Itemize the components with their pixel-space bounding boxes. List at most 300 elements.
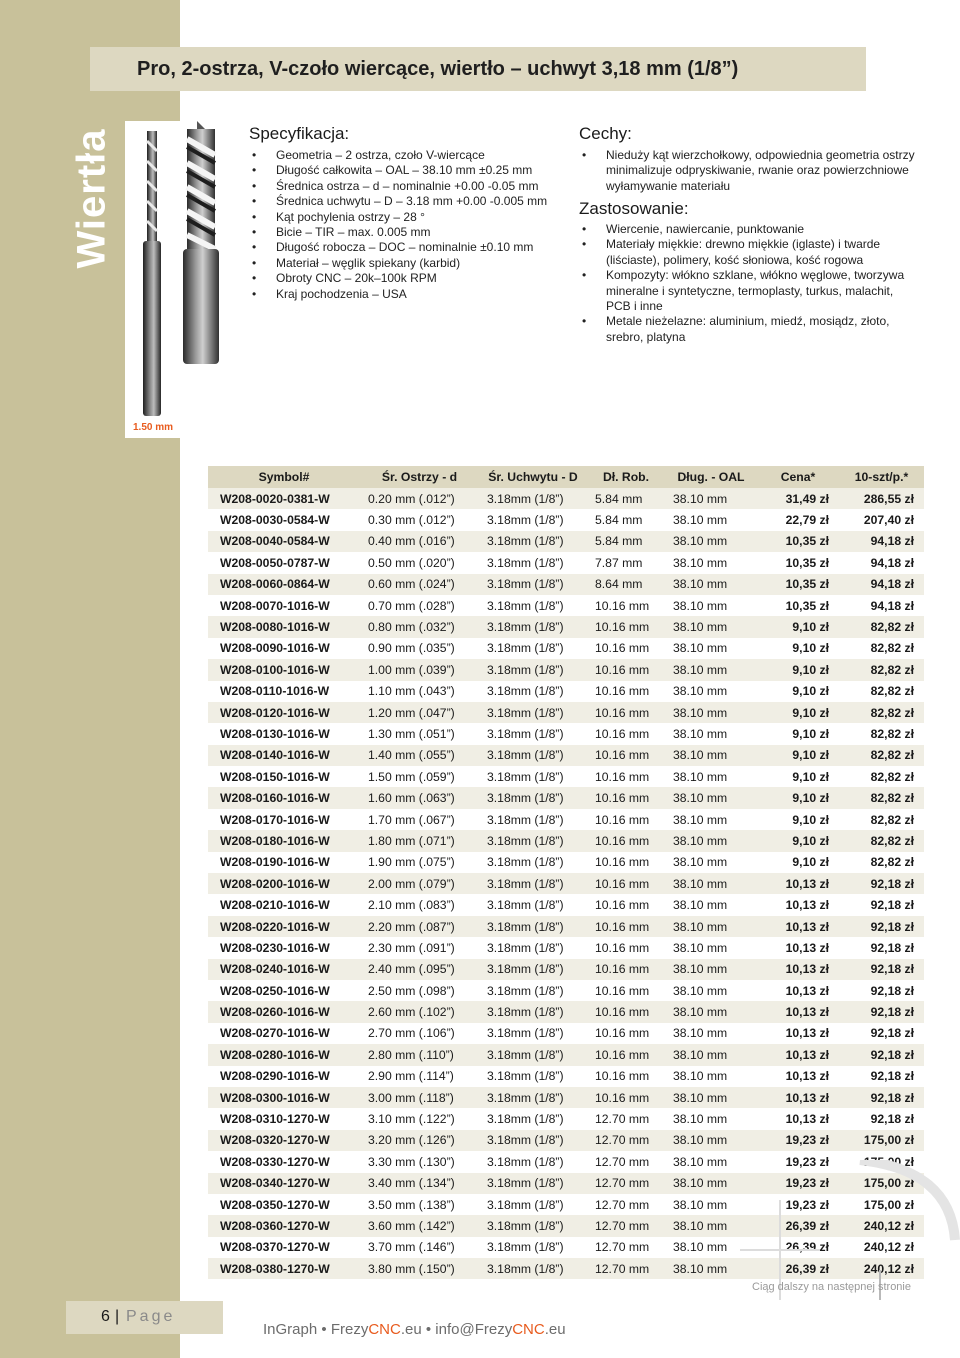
cell-symbol: W208-0280-1016-W <box>208 1044 360 1065</box>
cell-symbol: W208-0140-1016-W <box>208 745 360 766</box>
table-row <box>208 1023 924 1044</box>
cell-blade-diameter: 1.00 mm (.039”) <box>360 659 479 680</box>
cell-symbol: W208-0360-1270-W <box>208 1215 360 1236</box>
footer-email-link[interactable] <box>435 1321 565 1338</box>
cell-oal: 38.10 mm <box>665 959 757 980</box>
cell-symbol: W208-0190-1016-W <box>208 852 360 873</box>
cell-price: 31,49 zł <box>757 488 839 509</box>
cell-price: 9,10 zł <box>757 809 839 830</box>
sidebar-label <box>62 128 122 268</box>
cell-symbol: W208-0320-1270-W <box>208 1130 360 1151</box>
table-row <box>208 1130 924 1151</box>
cell-price-10pack: 82,82 zł <box>839 809 924 830</box>
table-row <box>208 916 924 937</box>
cell-price-10pack: 92,18 zł <box>839 1023 924 1044</box>
cell-shank-diameter: 3.18mm (1/8”) <box>479 1215 587 1236</box>
cell-shank-diameter: 3.18mm (1/8”) <box>479 659 587 680</box>
cell-symbol: W208-0160-1016-W <box>208 787 360 808</box>
table-row <box>208 830 924 851</box>
cell-working-length: 10.16 mm <box>587 1066 665 1087</box>
cell-blade-diameter: 1.60 mm (.063”) <box>360 787 479 808</box>
cell-working-length: 5.84 mm <box>587 488 665 509</box>
cell-oal: 38.10 mm <box>665 488 757 509</box>
cell-symbol: W208-0130-1016-W <box>208 723 360 744</box>
cell-price: 10,13 zł <box>757 1087 839 1108</box>
cell-symbol: W208-0180-1016-W <box>208 830 360 851</box>
cell-oal: 38.10 mm <box>665 787 757 808</box>
footer-site-link[interactable] <box>331 1321 422 1338</box>
cell-shank-diameter: 3.18mm (1/8”) <box>479 830 587 851</box>
cell-symbol: W208-0060-0864-W <box>208 574 360 595</box>
page-title: Pro, 2-ostrza, V-czoło wiercące, wiertło – uchwyt 3,18 mm (1/8”) <box>137 58 739 80</box>
spec-item: • Kraj pochodzenia – USA <box>248 287 568 302</box>
cell-price-10pack: 82,82 zł <box>839 745 924 766</box>
cell-price: 10,13 zł <box>757 894 839 915</box>
footer-bullet: • <box>425 1321 432 1338</box>
cell-symbol: W208-0170-1016-W <box>208 809 360 830</box>
cell-price: 19,23 zł <box>757 1194 839 1215</box>
cell-oal: 38.10 mm <box>665 595 757 616</box>
cell-oal: 38.10 mm <box>665 852 757 873</box>
table-row <box>208 1044 924 1065</box>
cell-working-length: 12.70 mm <box>587 1108 665 1129</box>
cell-shank-diameter: 3.18mm (1/8”) <box>479 595 587 616</box>
table-row <box>208 1087 924 1108</box>
cell-blade-diameter: 0.20 mm (.012”) <box>360 488 479 509</box>
cell-oal: 38.10 mm <box>665 681 757 702</box>
footer-brand: InGraph <box>263 1321 318 1338</box>
cell-price-10pack: 82,82 zł <box>839 766 924 787</box>
application-item: • Kompozyty: włókno szklane, włókno węglowe, tworzywa mineralne i syntetyczne, termoplasty, turkus, malachit, PCB i inne <box>578 268 918 314</box>
cell-shank-diameter: 3.18mm (1/8”) <box>479 616 587 637</box>
table-header-row <box>208 466 924 488</box>
cell-blade-diameter: 2.60 mm (.102”) <box>360 1001 479 1022</box>
cell-blade-diameter: 0.40 mm (.016”) <box>360 531 479 552</box>
cell-price-10pack: 240,12 zł <box>839 1258 924 1279</box>
cell-price-10pack: 94,18 zł <box>839 574 924 595</box>
cell-price-10pack: 92,18 zł <box>839 959 924 980</box>
photo-caption: 1.50 mm <box>133 422 174 433</box>
cell-price: 9,10 zł <box>757 616 839 637</box>
cell-symbol: W208-0370-1270-W <box>208 1237 360 1258</box>
table-row <box>208 937 924 958</box>
table-row <box>208 659 924 680</box>
cell-shank-diameter: 3.18mm (1/8”) <box>479 873 587 894</box>
cell-price-10pack: 82,82 zł <box>839 681 924 702</box>
cell-blade-diameter: 2.30 mm (.091”) <box>360 937 479 958</box>
cell-price: 10,13 zł <box>757 959 839 980</box>
cell-price-10pack: 240,12 zł <box>839 1215 924 1236</box>
cell-oal: 38.10 mm <box>665 873 757 894</box>
cell-working-length: 10.16 mm <box>587 702 665 723</box>
cell-oal: 38.10 mm <box>665 616 757 637</box>
cell-blade-diameter: 2.50 mm (.098”) <box>360 980 479 1001</box>
application-item: • Wiercenie, nawiercanie, punktowanie <box>578 222 918 237</box>
cell-working-length: 10.16 mm <box>587 766 665 787</box>
cell-blade-diameter: 2.40 mm (.095”) <box>360 959 479 980</box>
page-separator: | <box>115 1308 120 1325</box>
cell-price: 22,79 zł <box>757 509 839 530</box>
cell-oal: 38.10 mm <box>665 1258 757 1279</box>
table-row <box>208 1001 924 1022</box>
table-row <box>208 595 924 616</box>
cell-blade-diameter: 1.10 mm (.043”) <box>360 681 479 702</box>
cell-blade-diameter: 0.90 mm (.035”) <box>360 638 479 659</box>
cell-oal: 38.10 mm <box>665 574 757 595</box>
cell-working-length: 10.16 mm <box>587 980 665 1001</box>
cell-shank-diameter: 3.18mm (1/8”) <box>479 980 587 1001</box>
cell-working-length: 10.16 mm <box>587 745 665 766</box>
cell-oal: 38.10 mm <box>665 509 757 530</box>
cell-price-10pack: 92,18 zł <box>839 894 924 915</box>
cell-oal: 38.10 mm <box>665 894 757 915</box>
cell-price-10pack: 92,18 zł <box>839 1044 924 1065</box>
table-row <box>208 766 924 787</box>
cell-working-length: 10.16 mm <box>587 723 665 744</box>
cell-price: 19,23 zł <box>757 1151 839 1172</box>
cell-oal: 38.10 mm <box>665 1215 757 1236</box>
column-header: Śr. Uchwytu - D <box>479 466 587 488</box>
page-number: 6 <box>101 1308 110 1325</box>
cell-blade-diameter: 1.50 mm (.059”) <box>360 766 479 787</box>
spec-item: • Geometria – 2 ostrza, czoło V-wiercące <box>248 148 568 163</box>
cell-price-10pack: 82,82 zł <box>839 638 924 659</box>
cell-working-length: 10.16 mm <box>587 852 665 873</box>
cell-price-10pack: 94,18 zł <box>839 552 924 573</box>
cell-price: 10,13 zł <box>757 1044 839 1065</box>
cell-blade-diameter: 1.40 mm (.055”) <box>360 745 479 766</box>
table-row <box>208 745 924 766</box>
cell-symbol: W208-0090-1016-W <box>208 638 360 659</box>
cell-working-length: 10.16 mm <box>587 681 665 702</box>
cell-shank-diameter: 3.18mm (1/8”) <box>479 809 587 830</box>
cell-price: 9,10 zł <box>757 766 839 787</box>
cell-oal: 38.10 mm <box>665 1108 757 1129</box>
cell-symbol: W208-0100-1016-W <box>208 659 360 680</box>
cell-shank-diameter: 3.18mm (1/8”) <box>479 1023 587 1044</box>
cell-blade-diameter: 0.50 mm (.020”) <box>360 552 479 573</box>
cell-symbol: W208-0270-1016-W <box>208 1023 360 1044</box>
table-row <box>208 488 924 509</box>
cell-blade-diameter: 1.90 mm (.075”) <box>360 852 479 873</box>
cell-price-10pack: 92,18 zł <box>839 1087 924 1108</box>
cell-price: 10,35 zł <box>757 552 839 573</box>
cell-price-10pack: 82,82 zł <box>839 830 924 851</box>
cell-price: 9,10 zł <box>757 723 839 744</box>
cell-oal: 38.10 mm <box>665 916 757 937</box>
cell-price: 19,23 zł <box>757 1130 839 1151</box>
cell-working-length: 10.16 mm <box>587 830 665 851</box>
cell-working-length: 10.16 mm <box>587 787 665 808</box>
cell-shank-diameter: 3.18mm (1/8”) <box>479 531 587 552</box>
cell-oal: 38.10 mm <box>665 1044 757 1065</box>
cell-symbol: W208-0040-0584-W <box>208 531 360 552</box>
cell-price-10pack: 82,82 zł <box>839 787 924 808</box>
cell-symbol: W208-0110-1016-W <box>208 681 360 702</box>
cell-blade-diameter: 1.20 mm (.047”) <box>360 702 479 723</box>
cell-shank-diameter: 3.18mm (1/8”) <box>479 681 587 702</box>
cell-working-length: 5.84 mm <box>587 531 665 552</box>
cell-shank-diameter: 3.18mm (1/8”) <box>479 488 587 509</box>
cell-working-length: 10.16 mm <box>587 937 665 958</box>
cell-oal: 38.10 mm <box>665 937 757 958</box>
cell-working-length: 5.84 mm <box>587 509 665 530</box>
cell-price-10pack: 175,00 zł <box>839 1194 924 1215</box>
spec-title: Specyfikacja: <box>249 124 350 143</box>
spec-item: • Bicie – TIR – max. 0.005 mm <box>248 225 568 240</box>
spec-item: • Długość robocza – DOC – nominalnie ±0.10 mm <box>248 240 568 255</box>
cell-price: 10,13 zł <box>757 1023 839 1044</box>
cell-price: 10,13 zł <box>757 1066 839 1087</box>
cell-price-10pack: 92,18 zł <box>839 1066 924 1087</box>
cell-oal: 38.10 mm <box>665 745 757 766</box>
cell-price-10pack: 286,55 zł <box>839 488 924 509</box>
cell-working-length: 10.16 mm <box>587 1044 665 1065</box>
cell-oal: 38.10 mm <box>665 552 757 573</box>
cell-blade-diameter: 3.20 mm (.126”) <box>360 1130 479 1151</box>
cell-working-length: 12.70 mm <box>587 1258 665 1279</box>
cell-shank-diameter: 3.18mm (1/8”) <box>479 937 587 958</box>
cell-blade-diameter: 0.30 mm (.012”) <box>360 509 479 530</box>
cell-blade-diameter: 2.20 mm (.087”) <box>360 916 479 937</box>
cell-symbol: W208-0250-1016-W <box>208 980 360 1001</box>
cell-working-length: 12.70 mm <box>587 1151 665 1172</box>
cell-shank-diameter: 3.18mm (1/8”) <box>479 1194 587 1215</box>
spec-item: • Średnica uchwytu – D – 3.18 mm +0.00 -0.005 mm <box>248 194 568 209</box>
footer-bullet: • <box>321 1321 327 1338</box>
cell-symbol: W208-0200-1016-W <box>208 873 360 894</box>
cell-working-length: 12.70 mm <box>587 1130 665 1151</box>
table-row <box>208 531 924 552</box>
feature-item: • Nieduży kąt wierzchołkowy, odpowiednia geometria ostrzy minimalizuje odpryskiwanie, rwanie oraz powierzchniowe wyłamywanie materiału <box>578 148 918 194</box>
cell-price: 10,13 zł <box>757 1108 839 1129</box>
footer-email-suffix: .eu <box>544 1321 566 1338</box>
application-item: • Materiały miękkie: drewno miękkie (iglaste) i twarde (liściaste), polimery, kość słoniowa, kość rogowa <box>578 237 918 268</box>
cell-blade-diameter: 2.70 mm (.106”) <box>360 1023 479 1044</box>
cell-blade-diameter: 3.40 mm (.134”) <box>360 1173 479 1194</box>
cell-oal: 38.10 mm <box>665 1173 757 1194</box>
table-row <box>208 616 924 637</box>
cell-working-length: 7.87 mm <box>587 552 665 573</box>
cell-shank-diameter: 3.18mm (1/8”) <box>479 852 587 873</box>
cell-symbol: W208-0120-1016-W <box>208 702 360 723</box>
cell-price-10pack: 82,82 zł <box>839 616 924 637</box>
cell-price-10pack: 82,82 zł <box>839 659 924 680</box>
application-item: • Metale nieżelazne: aluminium, miedź, mosiądz, złoto, srebro, platyna <box>578 314 918 345</box>
cell-blade-diameter: 3.80 mm (.150”) <box>360 1258 479 1279</box>
cell-oal: 38.10 mm <box>665 531 757 552</box>
table-row <box>208 894 924 915</box>
cell-oal: 38.10 mm <box>665 1001 757 1022</box>
cell-working-length: 10.16 mm <box>587 809 665 830</box>
cell-shank-diameter: 3.18mm (1/8”) <box>479 1001 587 1022</box>
cell-price-10pack: 94,18 zł <box>839 595 924 616</box>
cell-price: 10,13 zł <box>757 937 839 958</box>
table-row <box>208 509 924 530</box>
cell-blade-diameter: 3.70 mm (.146”) <box>360 1237 479 1258</box>
cell-price: 10,35 zł <box>757 531 839 552</box>
cell-blade-diameter: 3.50 mm (.138”) <box>360 1194 479 1215</box>
footer-email-prefix: info@Frezy <box>435 1321 513 1338</box>
column-header: Cena* <box>757 466 839 488</box>
spec-item: • Średnica ostrza – d – nominalnie +0.00 -0.05 mm <box>248 179 568 194</box>
table-row <box>208 638 924 659</box>
table-row <box>208 873 924 894</box>
cell-symbol: W208-0350-1270-W <box>208 1194 360 1215</box>
cell-shank-diameter: 3.18mm (1/8”) <box>479 1258 587 1279</box>
applications-list <box>578 222 918 345</box>
cell-symbol: W208-0030-0584-W <box>208 509 360 530</box>
cell-blade-diameter: 1.70 mm (.067”) <box>360 809 479 830</box>
cell-price-10pack: 92,18 zł <box>839 1001 924 1022</box>
cell-oal: 38.10 mm <box>665 1023 757 1044</box>
cell-shank-diameter: 3.18mm (1/8”) <box>479 574 587 595</box>
cell-price-10pack: 175,00 zł <box>839 1151 924 1172</box>
cell-symbol: W208-0150-1016-W <box>208 766 360 787</box>
table-row <box>208 1066 924 1087</box>
cell-shank-diameter: 3.18mm (1/8”) <box>479 1237 587 1258</box>
cell-oal: 38.10 mm <box>665 659 757 680</box>
cell-symbol: W208-0310-1270-W <box>208 1108 360 1129</box>
column-header: Śr. Ostrzy - d <box>360 466 479 488</box>
cell-oal: 38.10 mm <box>665 1151 757 1172</box>
cell-price: 9,10 zł <box>757 830 839 851</box>
cell-price: 9,10 zł <box>757 681 839 702</box>
cell-working-length: 10.16 mm <box>587 1087 665 1108</box>
cell-blade-diameter: 2.00 mm (.079”) <box>360 873 479 894</box>
applications-title: Zastosowanie: <box>579 199 689 218</box>
cell-shank-diameter: 3.18mm (1/8”) <box>479 638 587 659</box>
table-row <box>208 809 924 830</box>
cell-price: 9,10 zł <box>757 638 839 659</box>
cell-symbol: W208-0330-1270-W <box>208 1151 360 1172</box>
spec-item: • Kąt pochylenia ostrzy – 28 ° <box>248 210 568 225</box>
cell-price: 9,10 zł <box>757 787 839 808</box>
table-row <box>208 980 924 1001</box>
cell-price-10pack: 82,82 zł <box>839 852 924 873</box>
cell-shank-diameter: 3.18mm (1/8”) <box>479 1044 587 1065</box>
cell-price-10pack: 82,82 zł <box>839 723 924 744</box>
footer-site-prefix: Frezy <box>330 1321 369 1338</box>
spec-item: • Obroty CNC – 20k–100k RPM <box>248 271 568 286</box>
cell-shank-diameter: 3.18mm (1/8”) <box>479 1130 587 1151</box>
cell-working-length: 10.16 mm <box>587 959 665 980</box>
footer <box>263 1321 566 1338</box>
cell-blade-diameter: 0.60 mm (.024”) <box>360 574 479 595</box>
cell-oal: 38.10 mm <box>665 766 757 787</box>
cell-blade-diameter: 2.90 mm (.114”) <box>360 1066 479 1087</box>
cell-blade-diameter: 2.80 mm (.110”) <box>360 1044 479 1065</box>
cell-price-10pack: 82,82 zł <box>839 702 924 723</box>
spec-list <box>248 148 568 302</box>
cell-price-10pack: 92,18 zł <box>839 937 924 958</box>
cell-symbol: W208-0290-1016-W <box>208 1066 360 1087</box>
cell-price-10pack: 175,00 zł <box>839 1173 924 1194</box>
cell-shank-diameter: 3.18mm (1/8”) <box>479 894 587 915</box>
drill-bit-illustration <box>125 121 231 438</box>
footer-site-accent: CNC <box>368 1321 401 1338</box>
cell-oal: 38.10 mm <box>665 723 757 744</box>
table-row <box>208 1108 924 1129</box>
cell-symbol: W208-0080-1016-W <box>208 616 360 637</box>
table-row <box>208 787 924 808</box>
pricing-table <box>208 466 924 1279</box>
cell-blade-diameter: 0.70 mm (.028”) <box>360 595 479 616</box>
cell-price: 10,13 zł <box>757 916 839 937</box>
cell-price-10pack: 92,18 zł <box>839 1108 924 1129</box>
cell-symbol: W208-0380-1270-W <box>208 1258 360 1279</box>
table-row <box>208 959 924 980</box>
cell-price: 9,10 zł <box>757 659 839 680</box>
cell-price: 10,35 zł <box>757 574 839 595</box>
cell-price: 19,23 zł <box>757 1173 839 1194</box>
cell-working-length: 12.70 mm <box>587 1215 665 1236</box>
cell-shank-diameter: 3.18mm (1/8”) <box>479 1108 587 1129</box>
features-title: Cechy: <box>579 124 632 143</box>
cell-working-length: 12.70 mm <box>587 1173 665 1194</box>
cell-shank-diameter: 3.18mm (1/8”) <box>479 766 587 787</box>
footer-email-accent: CNC <box>512 1321 545 1338</box>
decorative-corner-graphic <box>740 1160 960 1300</box>
cell-blade-diameter: 3.60 mm (.142”) <box>360 1215 479 1236</box>
cell-price: 10,13 zł <box>757 980 839 1001</box>
cell-working-length: 8.64 mm <box>587 574 665 595</box>
cell-blade-diameter: 3.00 mm (.118”) <box>360 1087 479 1108</box>
cell-working-length: 10.16 mm <box>587 894 665 915</box>
cell-symbol: W208-0240-1016-W <box>208 959 360 980</box>
cell-symbol: W208-0300-1016-W <box>208 1087 360 1108</box>
cell-working-length: 10.16 mm <box>587 1023 665 1044</box>
cell-oal: 38.10 mm <box>665 1066 757 1087</box>
cell-price-10pack: 92,18 zł <box>839 873 924 894</box>
cell-shank-diameter: 3.18mm (1/8”) <box>479 1087 587 1108</box>
cell-shank-diameter: 3.18mm (1/8”) <box>479 787 587 808</box>
cell-oal: 38.10 mm <box>665 702 757 723</box>
cell-symbol: W208-0220-1016-W <box>208 916 360 937</box>
cell-blade-diameter: 3.30 mm (.130”) <box>360 1151 479 1172</box>
cell-shank-diameter: 3.18mm (1/8”) <box>479 1151 587 1172</box>
table-row <box>208 852 924 873</box>
cell-symbol: W208-0020-0381-W <box>208 488 360 509</box>
continue-note: Ciąg dalszy na następnej stronie <box>752 1281 911 1293</box>
cell-price-10pack: 94,18 zł <box>839 531 924 552</box>
cell-price: 26,39 zł <box>757 1258 839 1279</box>
cell-working-length: 10.16 mm <box>587 616 665 637</box>
cell-blade-diameter: 3.10 mm (.122”) <box>360 1108 479 1129</box>
table-row <box>208 723 924 744</box>
cell-price: 9,10 zł <box>757 852 839 873</box>
sidebar-label-text: Wiertła <box>69 127 114 269</box>
table-row <box>208 552 924 573</box>
cell-oal: 38.10 mm <box>665 1237 757 1258</box>
cell-oal: 38.10 mm <box>665 809 757 830</box>
cell-working-length: 12.70 mm <box>587 1194 665 1215</box>
cell-symbol: W208-0230-1016-W <box>208 937 360 958</box>
page-word: Page <box>126 1308 176 1325</box>
cell-price: 9,10 zł <box>757 745 839 766</box>
cell-oal: 38.10 mm <box>665 1087 757 1108</box>
cell-shank-diameter: 3.18mm (1/8”) <box>479 959 587 980</box>
spec-item: • Materiał – węglik spiekany (karbid) <box>248 256 568 271</box>
cell-price: 10,13 zł <box>757 873 839 894</box>
cell-symbol: W208-0070-1016-W <box>208 595 360 616</box>
cell-working-length: 10.16 mm <box>587 873 665 894</box>
cell-oal: 38.10 mm <box>665 980 757 1001</box>
cell-shank-diameter: 3.18mm (1/8”) <box>479 1173 587 1194</box>
cell-symbol: W208-0210-1016-W <box>208 894 360 915</box>
column-header: Dł. Rob. <box>587 466 665 488</box>
cell-oal: 38.10 mm <box>665 1130 757 1151</box>
